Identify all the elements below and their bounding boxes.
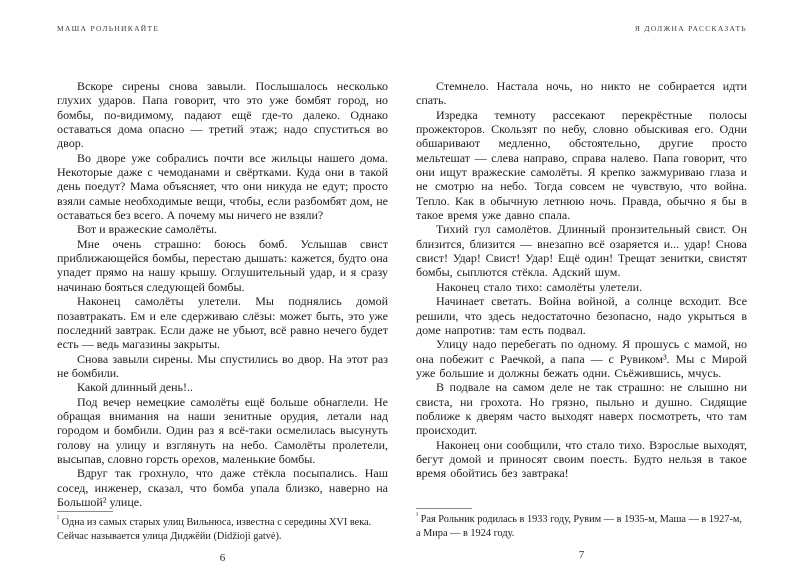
paragraph: Какой длинный день!..: [77, 380, 193, 395]
running-head-title: Я ДОЛЖНА РАССКАЗАТЬ: [634, 24, 747, 33]
paragraph: Мне очень страшно: боюсь бомб. Услышав свист приближающейся бомбы, перестаю дышать: кажется, будто она упадет прямо на нашу крышу. Оглушительный удар, и я сразу начинаю бояться следующей бомбы.: [57, 236, 388, 294]
paragraph: Изредка темноту рассекают перекрёстные полосы прожекторов. Скользят по небу, словно обыскивая его. Одни обшаривают медленно, обстоятельно, другие просто мельтешат — слева направо, справа налево. Папа говорит, что они ищут вражеские самолёты. Я крепко зажмуриваю глаза и не смотрю на небо. Тогда совсем не чувствую, что война. Тепло. Как в обычную летнюю ночь. Правда, обычно я бы в такое время уже давно спала.: [416, 107, 747, 223]
left-page: [57, 24, 388, 563]
left-page-body: [57, 79, 388, 509]
paragraph: Тихий гул самолётов. Длинный пронзительный свист. Он близится, близится — внезапно всё озаряется и... удар! Снова свист! Удар! Свист! Удар! Ещё один! Трещат зенитки, свистят бомбы, сыплются стёкла. Адский шум.: [416, 222, 747, 280]
paragraph: Наконец стало тихо: самолёты улетели.: [436, 279, 643, 294]
footnote-marker: ²: [57, 514, 60, 523]
paragraph: Снова завыли сирены. Мы спустились во двор. На этот раз не бомбили.: [57, 351, 388, 380]
footnote: [57, 516, 388, 543]
page-number: 7: [578, 549, 585, 561]
paragraph: Наконец они сообщили, что стало тихо. Взрослые выходят, бегут домой и приносят своим поесть. Будто нельзя в такое время обойтись без завтрака!: [416, 437, 747, 481]
paragraph: Стемнело. Настала ночь, но никто не собирается идти спать.: [416, 79, 747, 108]
right-footnote-block: [416, 506, 747, 540]
running-head-author: МАША РОЛЬНИКАЙТЕ: [57, 24, 160, 33]
paragraph: Вот и вражеские самолёты.: [77, 222, 218, 237]
paragraph: Под вечер немецкие самолёты ещё больше обнаглели. Не обращая внимания на наши зенитные орудия, летали над городом и бомбили. Один раз я всё-таки осмелилась высунуть голову на улицу и взглянуть на небо. Самолёты пролетели, высыпав, словно горсть орехов, маленькие бомбы.: [57, 394, 388, 466]
paragraph: Улицу надо перебегать по одному. Я прошусь с мамой, но она побежит с Раечкой, а папа — с Рувиком³. Мы с Мирой уже большие и должны бежать одни. Съёжившись, мчусь.: [416, 337, 747, 380]
paragraph: Во дворе уже собрались почти все жильцы нашего дома. Некоторые даже с чемоданами и свёртками. Куда они в такой день поедут? Мама объясняет, что они никуда не едут; просто взяли самые необходимые вещи, чтобы, если разбомбят дом, не оставаться без всего. А почему мы ничего не взяли?: [57, 150, 388, 223]
right-page-body: [416, 79, 747, 481]
footnote-rule: [57, 511, 113, 512]
page-number: 6: [219, 552, 226, 563]
footnote-text: Рая Рольник родилась в 1933 году, Рувим — в 1935-м, Маша — в 1927-м, а Мира — в 1924 году.: [416, 514, 742, 539]
right-page: [416, 24, 747, 563]
paragraph: Вдруг так грохнуло, что даже стёкла посыпались. Наш сосед, инженер, сказал, что бомба упала близко, наверно на Большой² улице.: [57, 466, 388, 509]
footnote-rule: [416, 508, 472, 509]
paragraph: Начинает светать. Война войной, а солнце всходит. Все решили, что здесь недостаточно безопасно, надо укрыться в доме напротив: там есть подвал.: [416, 294, 747, 337]
left-footnote-block: [57, 509, 388, 543]
paragraph: В подвале на самом деле не так страшно: не слышно ни свиста, ни грохота. Но грязно, пыльно и душно. Сидящие поближе к дверям часто выходят наверх посмотреть, что там происходит.: [416, 380, 747, 438]
footnote-text: Одна из самых старых улиц Вильнюса, известна с середины XVI века. Сейчас называется улица Диджёйи (Didžioji gatvė).: [57, 517, 372, 542]
footnote: [416, 513, 747, 540]
paragraph: Наконец самолёты улетели. Мы поднялись домой позавтракать. Ем и еле сдерживаю слёзы: может быть, это уже последний завтрак. Если даже не убьют, всё равно нечего будет есть — ведь магазины закрыты.: [57, 294, 388, 352]
footnote-marker: ³: [416, 511, 419, 520]
paragraph: Вскоре сирены снова завыли. Послышалось несколько глухих ударов. Папа говорит, что это уже бомбят город, но бомбы, по-видимому, падают ещё где-то далеко. Однако оставаться дома опасно — третий этаж; надо спуститься во двор.: [57, 79, 388, 151]
